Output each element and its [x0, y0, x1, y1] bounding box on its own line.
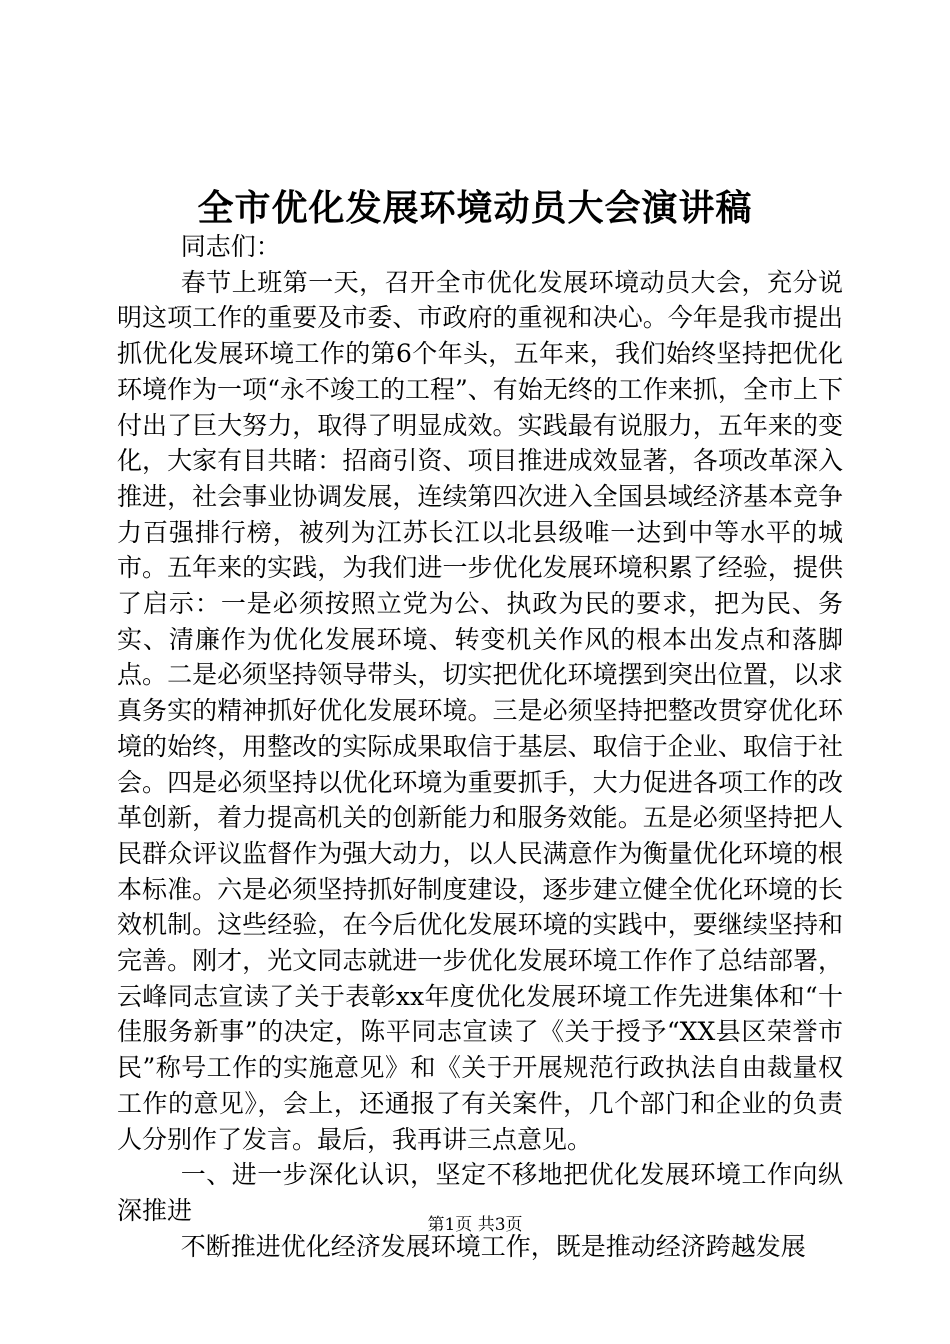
- body-paragraph: 不断推进优化经济发展环境工作，既是推动经济跨越发展: [180, 1231, 806, 1261]
- document-title: 全市优化发展环境动员大会演讲稿: [197, 187, 753, 229]
- salutation-paragraph: 同志们：: [180, 232, 281, 261]
- body-paragraph: 春节上班第一天，召开全市优化发展环境动员大会，充分说明这项工作的重要及市委、市政府的重视和决心。今年是我市提出抓优化发展环境工作的第6个年头，五年来，我们始终坚持把优化环境作为一项“永不竣工的工程”、有始无终的工作来抓，全市上下付出了巨大努力，取得了明显成效。实践最有说服力，五年来的变化，大家有目共睹：招商引资、项目推进成效显著，各项改革深入推进，社会事业协调发展，连续第四次进入全国县域经济基本竞争力百强排行榜，被列为江苏长江以北县级唯一达到中等水平的城市。五年来的实践，为我们进一步优化发展环境积累了经验，提供了启示：一是必须按照立党为公、执政为民的要求，把为民、务实、清廉作为优化发展环境、转变机关作风的根本出发点和落脚点。二是必须坚持领导带头，切实把优化环境摆到突出位置，以求真务实的精神抓好优化发展环境。三是必须坚持把整改贯穿优化环境的始终，用整改的实际成果取信于基层、取信于企业、取信于社会。四是必须坚持以优化环境为重要抓手，大力促进各项工作的改革创新，着力提高机关的创新能力和服务效能。五是必须坚持把人民群众评议监督作为强大动力，以人民满意作为衡量优化环境的根本标准。六是必须坚持抓好制度建设，逐步建立健全优化环境的长效机制。这些经验，在今后优化发展环境的实践中，要继续坚持和完善。刚才，光文同志就进一步优化发展环境工作作了总结部署，云峰同志宣读了关于表彰xx年度优化发展环境工作先进集体和“十佳服务新事”的决定，陈平同志宣读了《关于授予“XX县区荣誉市民”称号工作的实施意见》和《关于开展规范行政执法自由裁量权工作的意见》，会上，还通报了有关案件，几个部门和企业的负责人分别作了发言。最后，我再讲三点意见。: [117, 267, 843, 1154]
- document-body: [117, 229, 843, 1264]
- page-number: 第1页 共3页: [427, 1215, 523, 1235]
- section-heading: 一、进一步深化认识，坚定不移地把优化发展环境工作向纵深推进: [117, 1160, 843, 1225]
